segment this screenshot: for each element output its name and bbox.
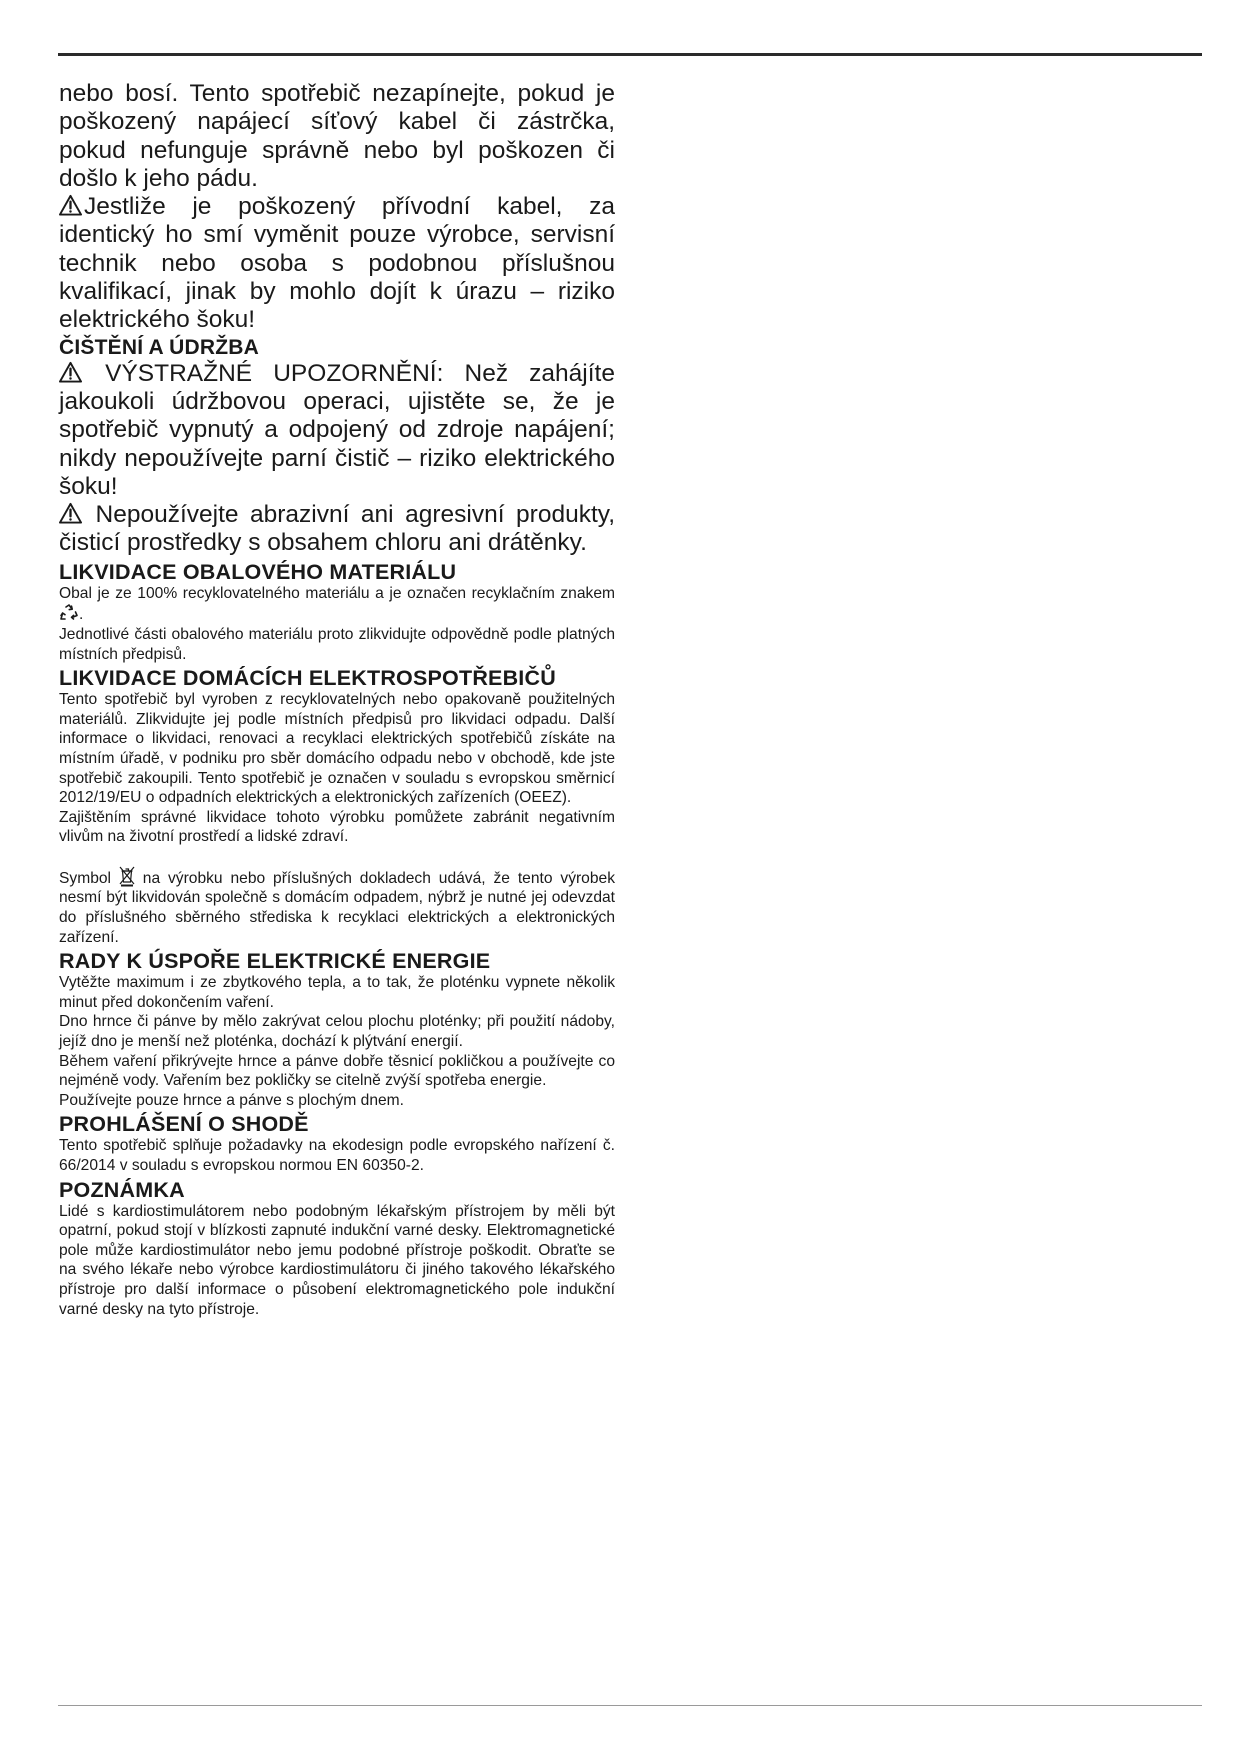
top-rule xyxy=(58,53,1202,56)
appliances-heading: LIKVIDACE DOMÁCÍCH ELEKTROSPOTŘEBIČŮ xyxy=(59,666,556,691)
appliances-paragraph-3-rest: na výrobku nebo příslušných dokladech udává, že tento výrobek nesmí být likvidován společně s domácím odpadem, nýbrž je nutné jej odevzdat do příslušného sběrného střediska k recyklaci elektrických a elektronických zařízení. xyxy=(59,869,615,946)
energy-paragraph-3: Během vaření přikrývejte hrnce a pánve dobře těsnicí pokličkou a používejte co nejméně vody. Vařením bez pokličky se citelně zvýší spotřeba energie. xyxy=(59,1052,615,1090)
warning-triangle-icon xyxy=(59,361,82,383)
bottom-rule xyxy=(58,1705,1202,1706)
packaging-heading: LIKVIDACE OBALOVÉHO MATERIÁLU xyxy=(59,559,457,584)
cleaning-paragraph-2-text: Nepoužívejte abrazivní ani agresivní produkty, čisticí prostředky s obsahem chloru ani drátěnky. xyxy=(59,501,615,557)
note-paragraph-1: Lidé s kardiostimulátorem nebo podobným lékařským přístrojem by měli být opatrní, pokud stojí v blízkosti zapnuté indukční varné desky. Elektromagnetické pole může kardiostimulátor nebo jemu podobné přístroje poškodit. Obraťte se na svého lékaře nebo výrobce kardiostimulátoru či jiného takového lékařského přístroje pro další informace o působení elektromagnetického pole indukční varné desky na tyto přístroje. xyxy=(59,1202,615,1318)
cleaning-paragraph-1-text: VÝSTRAŽNÉ UPOZORNĚNÍ: Než zahájíte jakoukoli údržbovou operaci, ujistěte se, že je spotřebič vypnutý a odpojený od zdroje napájení; nikdy nepoužívejte parní čistič – riziko elektrického šoku! xyxy=(59,359,615,500)
text-column xyxy=(59,80,615,1319)
conformity-heading: PROHLÁŠENÍ O SHODĚ xyxy=(59,1112,309,1137)
crossed-bin-icon xyxy=(119,865,135,887)
cleaning-paragraph-1 xyxy=(59,360,615,501)
energy-paragraph-2: Dno hrnce či pánve by mělo zakrývat celou plochu ploténky; při použití nádoby, jejíž dno je menší než ploténka, dochází k plýtvání energií. xyxy=(59,1013,615,1051)
warning-triangle-icon xyxy=(59,502,82,524)
appliances-paragraph-3 xyxy=(59,865,615,947)
packaging-paragraph-1-end: . xyxy=(79,606,84,624)
packaging-paragraph-2: Jednotlivé části obalového materiálu proto zlikvidujte odpovědně podle platných místních předpisů. xyxy=(59,625,615,663)
intro-paragraph-2 xyxy=(59,193,615,334)
energy-paragraph-1: Vytěžte maximum i ze zbytkového tepla, a to tak, že ploténku vypnete několik minut před dokončením vaření. xyxy=(59,974,615,1011)
note-heading: POZNÁMKA xyxy=(59,1177,185,1202)
spacer xyxy=(59,847,615,865)
appliances-paragraph-1: Tento spotřebič byl vyroben z recyklovatelných nebo opakovaně použitelných materiálů. Zlikvidujte jej podle místních předpisů pro likvidaci odpadu. Další informace o likvidaci, renovaci a recyklaci elektrických spotřebičů získáte na místním úřadě, v podniku pro sběr domácího odpadu nebo v obchodě, kde jste spotřebič zakoupili. Tento spotřebič je označen v souladu s evropskou směrnicí 2012/19/EU o odpadních elektrických a elektronických zařízeních (OEEZ). xyxy=(59,691,615,807)
appliances-paragraph-3-start: Symbol xyxy=(59,869,111,887)
conformity-paragraph-1: Tento spotřebič splňuje požadavky na ekodesign podle evropského nařízení č. 66/2014 v souladu s evropskou normou EN 60350-2. xyxy=(59,1137,615,1174)
packaging-paragraph-1 xyxy=(59,584,615,625)
appliances-paragraph-2: Zajištěním správné likvidace tohoto výrobku pomůžete zabránit negativním vlivům na životní prostředí a lidské zdraví. xyxy=(59,808,615,846)
warning-triangle-icon xyxy=(59,194,82,216)
recycle-icon xyxy=(59,603,79,623)
intro-paragraph-1: nebo bosí. Tento spotřebič nezapínejte, pokud je poškozený napájecí síťový kabel či zástrčka, pokud nefunguje správně nebo byl poškozen či došlo k jeho pádu. xyxy=(59,80,615,192)
energy-paragraph-4: Používejte pouze hrnce a pánve s plochým dnem. xyxy=(59,1091,404,1109)
packaging-paragraph-1-text: Obal je ze 100% recyklovatelného materiálu a je označen recyklačním znakem xyxy=(59,584,615,602)
cleaning-paragraph-2 xyxy=(59,501,615,558)
intro-paragraph-2-text: Jestliže je poškozený přívodní kabel, za identický ho smí vyměnit pouze výrobce, servisní technik nebo osoba s podobnou příslušnou kvalifikací, jinak by mohlo dojít k úrazu – riziko elektrického šoku! xyxy=(59,193,615,334)
energy-heading: RADY K ÚSPOŘE ELEKTRICKÉ ENERGIE xyxy=(59,949,491,974)
cleaning-heading: ČIŠTĚNÍ A ÚDRŽBA xyxy=(59,335,259,359)
